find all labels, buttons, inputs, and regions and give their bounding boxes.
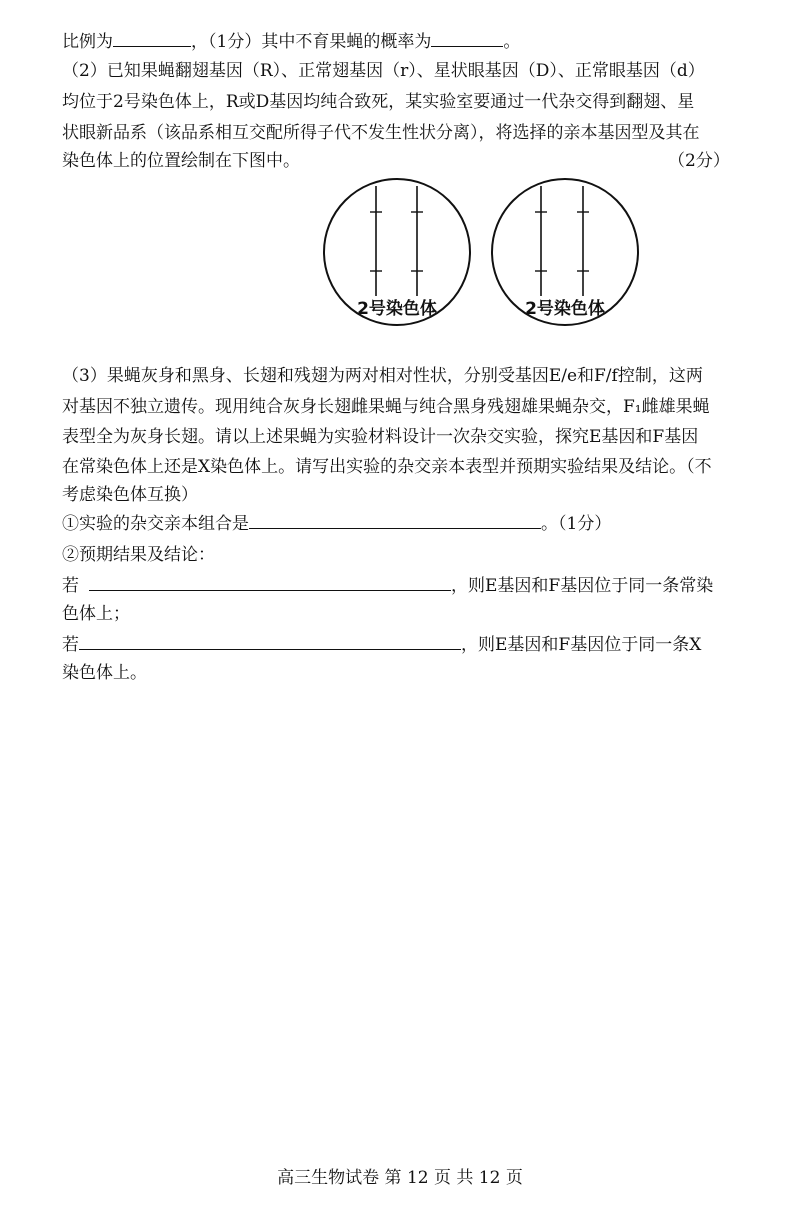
q3-if2-suffix: ，则E基因和F基因位于同一条X <box>461 635 702 655</box>
q3-if1 <box>62 574 713 597</box>
q3-sub1 <box>62 512 611 535</box>
q3-if2-cont: 染色体上。 <box>62 663 147 683</box>
q2-line-3: 状眼新品系（该品系相互交配所得子代不发生性状分离），将选择的亲本基因型及其在 <box>62 123 700 143</box>
q1-text-b: ，（1分）其中不育果蝇的概率为 <box>191 32 432 52</box>
chromosome-diagram-svg <box>320 176 680 336</box>
q3-sub2-label: ②预期结果及结论： <box>62 545 215 565</box>
q2-line-4: 染色体上的位置绘制在下图中。 <box>62 151 300 171</box>
q3-line-3: 表型全为灰身长翅。请以上述果蝇为实验材料设计一次杂交实验，探究E基因和F基因 <box>62 427 699 447</box>
q1-text-c: 。 <box>503 32 521 52</box>
q3-if1-prefix: 若 <box>62 576 79 596</box>
q1-text-a: 比例为 <box>62 32 113 52</box>
answer-blank-ratio[interactable] <box>113 30 191 47</box>
answer-blank-result-2[interactable] <box>79 633 461 650</box>
q3-line-1: （3）果蝇灰身和黑身、长翅和残翅为两对相对性状，分别受基因E/e和F/f控制，这两 <box>62 366 703 386</box>
page-footer: 高三生物试卷 第 12 页 共 12 页 <box>277 1168 523 1188</box>
chromosome-label-right: 2号染色体 <box>525 299 605 319</box>
q3-if2-prefix: 若 <box>62 635 79 655</box>
q2-line-1: （2）已知果蝇翻翅基因（R）、正常翅基因（r）、星状眼基因（D）、正常眼基因（d） <box>62 61 705 81</box>
q2-line-2: 均位于2号染色体上，R或D基因均纯合致死，某实验室要通过一代杂交得到翻翅、星 <box>62 92 695 112</box>
q3-sub1-end: 。（1分） <box>541 514 612 534</box>
q3-if1-cont: 色体上； <box>62 604 130 624</box>
answer-blank-result-1[interactable] <box>89 574 451 591</box>
q3-line-5: 考虑染色体互换） <box>62 485 198 505</box>
q3-line-2: 对基因不独立遗传。现用纯合灰身长翅雌果蝇与纯合黑身残翅雄果蝇杂交，F₁雌雄果蝇 <box>62 397 710 417</box>
answer-blank-probability[interactable] <box>431 30 503 47</box>
chromosome-label-left: 2号染色体 <box>357 299 437 319</box>
q3-line-4: 在常染色体上还是X染色体上。请写出实验的杂交亲本表型并预期实验结果及结论。（不 <box>62 457 712 477</box>
chromosome-diagram[interactable] <box>320 176 680 336</box>
q2-score: （2分） <box>668 151 730 171</box>
q3-sub1-label: ①实验的杂交亲本组合是 <box>62 514 249 534</box>
q3-if1-suffix: ，则E基因和F基因位于同一条常染 <box>451 576 714 596</box>
q1-tail-line <box>62 30 520 53</box>
answer-blank-cross-combination[interactable] <box>249 512 541 529</box>
q3-if2 <box>62 633 701 656</box>
